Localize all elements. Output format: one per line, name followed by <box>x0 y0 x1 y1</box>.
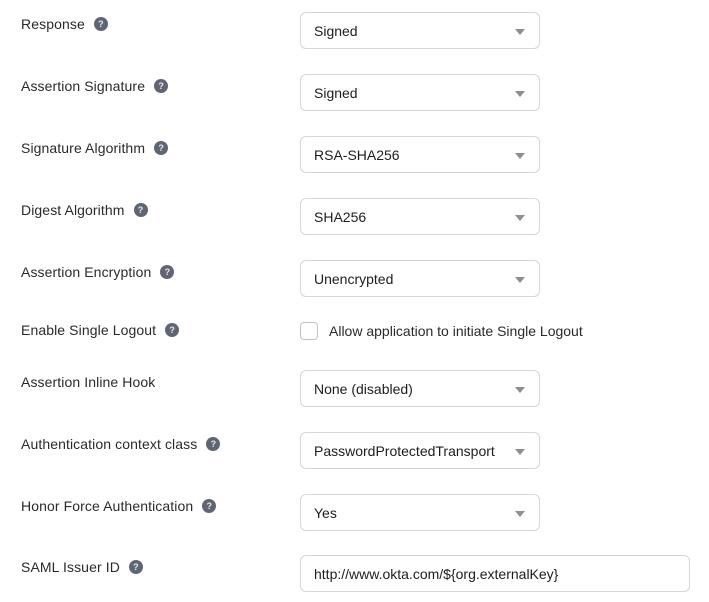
field-label: Authentication context class <box>21 436 198 452</box>
chevron-down-icon <box>515 511 525 517</box>
signature-algorithm-select[interactable] <box>300 136 540 173</box>
authentication-context-class-select[interactable] <box>300 432 540 469</box>
select-value: None (disabled) <box>314 380 413 397</box>
single-logout-checkbox[interactable] <box>300 322 318 340</box>
select-value: PasswordProtectedTransport <box>314 442 495 459</box>
single-logout-checkbox-group <box>300 322 583 340</box>
field-label: Assertion Signature <box>21 78 146 94</box>
help-icon[interactable]: ? <box>94 17 108 31</box>
saml-issuer-id-input[interactable] <box>300 555 690 592</box>
assertion-encryption-select[interactable] <box>300 260 540 297</box>
field-label: Assertion Encryption <box>21 264 152 280</box>
chevron-down-icon <box>515 153 525 159</box>
field-label: Honor Force Authentication <box>21 498 194 514</box>
help-icon[interactable]: ? <box>134 203 148 217</box>
response-select[interactable] <box>300 12 540 49</box>
chevron-down-icon <box>515 29 525 35</box>
chevron-down-icon <box>515 91 525 97</box>
select-value: RSA-SHA256 <box>314 146 400 163</box>
select-value: Signed <box>314 84 358 101</box>
field-label: Response <box>21 16 85 32</box>
chevron-down-icon <box>515 449 525 455</box>
help-icon[interactable]: ? <box>202 499 216 513</box>
select-value: Signed <box>314 22 358 39</box>
chevron-down-icon <box>515 277 525 283</box>
digest-algorithm-select[interactable] <box>300 198 540 235</box>
select-value: SHA256 <box>314 208 367 225</box>
help-icon[interactable]: ? <box>154 79 168 93</box>
assertion-signature-select[interactable] <box>300 74 540 111</box>
select-value: Yes <box>314 504 337 521</box>
chevron-down-icon <box>515 387 525 393</box>
field-label: Digest Algorithm <box>21 202 125 218</box>
help-icon[interactable]: ? <box>165 323 179 337</box>
chevron-down-icon <box>515 215 525 221</box>
honor-force-authentication-select[interactable] <box>300 494 540 531</box>
help-icon[interactable]: ? <box>154 141 168 155</box>
select-value: Unencrypted <box>314 270 394 287</box>
field-label: SAML Issuer ID <box>21 559 120 575</box>
field-label: Assertion Inline Hook <box>21 374 156 390</box>
checkbox-label[interactable]: Allow application to initiate Single Logout <box>329 323 583 339</box>
help-icon[interactable]: ? <box>160 265 174 279</box>
help-icon[interactable]: ? <box>206 437 220 451</box>
field-label: Signature Algorithm <box>21 140 146 156</box>
assertion-inline-hook-select[interactable] <box>300 370 540 407</box>
help-icon[interactable]: ? <box>129 560 143 574</box>
field-label: Enable Single Logout <box>21 322 157 338</box>
